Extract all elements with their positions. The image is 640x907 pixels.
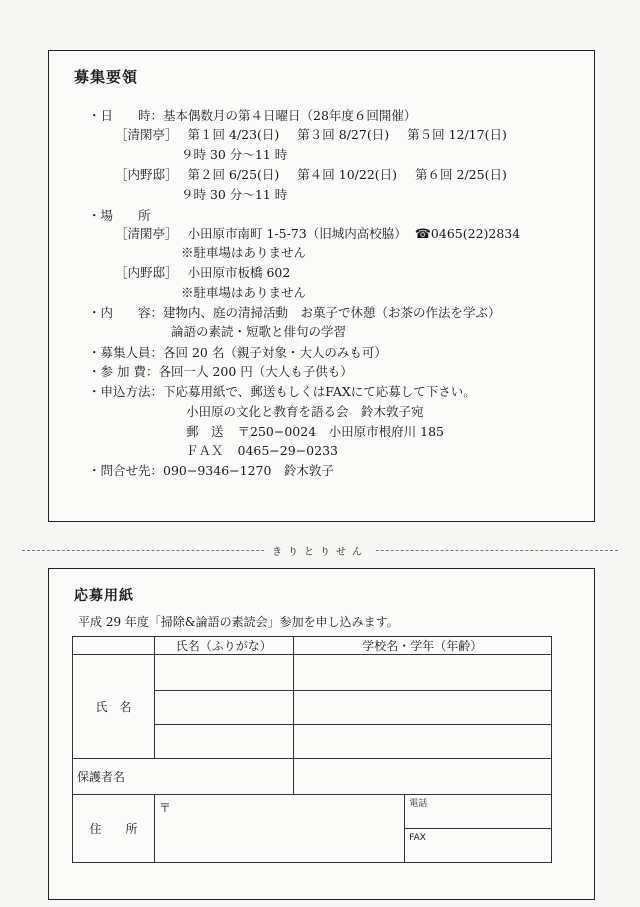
place-uchino-label: ［内野邸］ bbox=[115, 265, 178, 280]
seiran-session-2: 第３回 8/27(日) bbox=[297, 127, 390, 142]
col-name-header: 氏名（ふりがな） bbox=[154, 637, 293, 655]
form-intro: 平成 29 年度「掃除&論語の素読会」参加を申し込みます。 bbox=[78, 615, 399, 629]
uchino-session-3: 第６回 2/25(日) bbox=[415, 167, 507, 182]
fee-line: ・参 加 費：各回一人 200 円（大人も子供も） bbox=[88, 364, 353, 379]
apply-text-1: 下応募用紙で、郵送もしくはFAXにて応募して下さい。 bbox=[163, 384, 476, 399]
blank-cell bbox=[73, 637, 155, 655]
fax-label: FAX bbox=[409, 833, 426, 843]
fax-field[interactable] bbox=[405, 829, 552, 863]
apply-text-2: 小田原の文化と教育を語る会 鈴木敦子宛 bbox=[186, 404, 424, 419]
seiran-session-1: 第１回 4/23(日) bbox=[187, 127, 280, 142]
apply-fax-number: 0465−29−0233 bbox=[237, 443, 338, 458]
apply-label: ・申込方法： bbox=[88, 384, 164, 399]
row-guardian-label: 保護者名 bbox=[73, 759, 294, 795]
application-table bbox=[72, 636, 552, 863]
content-text-2: 論語の素読・短歌と俳句の学習 bbox=[171, 324, 347, 339]
uchino-session-1: 第２回 6/25(日) bbox=[187, 167, 280, 182]
school-field-1[interactable] bbox=[293, 655, 551, 691]
place-seiran-tel: 0465(22)2834 bbox=[430, 226, 521, 241]
form-title: 応募用紙 bbox=[74, 588, 134, 604]
place-label: ・場 所 bbox=[88, 208, 151, 223]
cut-label bbox=[0, 543, 640, 558]
school-field-3[interactable] bbox=[293, 725, 551, 759]
place-uchino bbox=[115, 265, 290, 281]
tel-field[interactable] bbox=[405, 795, 552, 829]
date-text: 基本偶数月の第４日曜日（28年度６回開催） bbox=[163, 108, 417, 123]
table-header-row bbox=[73, 637, 552, 655]
seiran-time: ９時 30 分〜11 時 bbox=[181, 147, 288, 162]
contact-line: ・問合せ先：090−9346−1270 鈴木敦子 bbox=[88, 463, 334, 478]
uchino-schedule bbox=[115, 167, 507, 183]
apply-mail bbox=[186, 424, 444, 440]
name-field-2[interactable] bbox=[154, 691, 293, 725]
address-field[interactable] bbox=[154, 795, 404, 863]
place-uchino-note: ※駐車場はありません bbox=[181, 285, 307, 300]
place-seiran bbox=[115, 226, 520, 243]
place-seiran-address: 小田原市南町 1-5-73（旧城内高校脇） bbox=[187, 226, 407, 241]
date-line bbox=[88, 108, 416, 124]
place-seiran-label: ［清閑亭］ bbox=[115, 226, 178, 241]
content-line bbox=[88, 305, 501, 321]
place-uchino-address: 小田原市板橋 602 bbox=[187, 265, 291, 280]
content-label: ・内 容： bbox=[88, 305, 164, 320]
seiran-schedule bbox=[115, 127, 507, 143]
apply-line bbox=[88, 384, 476, 400]
table-row bbox=[73, 795, 552, 829]
place-seiran-note: ※駐車場はありません bbox=[181, 245, 307, 260]
apply-fax bbox=[186, 443, 338, 459]
cut-label-text: きりとりせん bbox=[264, 547, 376, 558]
recruitment-title: 募集要領 bbox=[74, 68, 139, 86]
row-address-label: 住 所 bbox=[73, 795, 155, 863]
guardian-field[interactable] bbox=[293, 759, 551, 795]
uchino-time: ９時 30 分〜11 時 bbox=[181, 187, 288, 202]
content-text-1: 建物内、庭の清掃活動 お菓子で休憩（お茶の作法を学ぶ） bbox=[163, 305, 501, 320]
col-school-header: 学校名・学年（年齢） bbox=[293, 637, 551, 655]
uchino-label: ［内野邸］ bbox=[115, 167, 178, 182]
uchino-session-2: 第４回 10/22(日) bbox=[297, 167, 398, 182]
name-field-3[interactable] bbox=[154, 725, 293, 759]
table-row bbox=[73, 759, 552, 795]
tel-label: 電話 bbox=[409, 799, 428, 809]
postal-mark: 〒 bbox=[158, 801, 171, 815]
apply-mail-label: 郵 送 bbox=[186, 424, 224, 439]
date-label: ・日 時： bbox=[88, 108, 164, 123]
seiran-label: ［清閑亭］ bbox=[115, 127, 178, 142]
apply-fax-label: ＦＡＸ bbox=[186, 443, 224, 458]
row-name-label: 氏 名 bbox=[73, 655, 155, 759]
table-row bbox=[73, 655, 552, 691]
apply-mail-address: 〒250−0024 小田原市根府川 185 bbox=[237, 424, 444, 439]
school-field-2[interactable] bbox=[293, 691, 551, 725]
name-field-1[interactable] bbox=[154, 655, 293, 691]
capacity-line: ・募集人員：各回 20 名（親子対象・大人のみも可） bbox=[88, 345, 387, 360]
seiran-session-3: 第５回 12/17(日) bbox=[407, 127, 507, 142]
phone-icon: ☎ bbox=[414, 227, 431, 242]
